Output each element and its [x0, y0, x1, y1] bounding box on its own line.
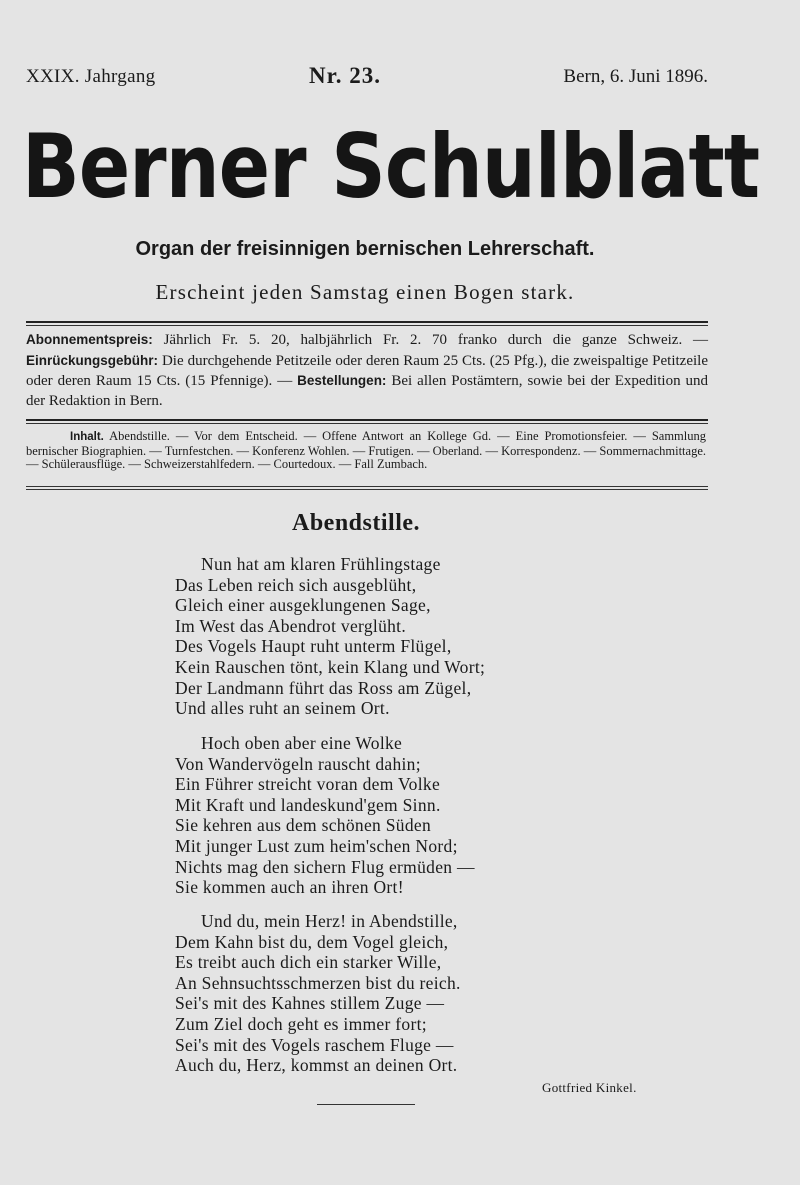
poem-line: Der Landmann führt das Ross am Zügel, [175, 677, 472, 698]
poem-line: Mit junger Lust zum heim'schen Nord; [175, 835, 458, 856]
end-divider [317, 1104, 415, 1105]
divider [26, 423, 708, 424]
poem-title: Abendstille. [292, 510, 421, 536]
poem-line: Sei's mit des Vogels raschem Fluge — [175, 1034, 454, 1055]
poem-line: Nun hat am klaren Frühlingstage [201, 554, 441, 574]
poem-line: Es treibt auch dich ein starker Wille, [175, 952, 442, 973]
orders-label: Bestellungen: [297, 373, 387, 389]
poem-line: Ein Führer streicht voran dem Volke [175, 774, 441, 795]
divider [26, 419, 708, 421]
orders-text: Bei allen Postämtern, sowie bei der Expedition und der Redaktion in Bern. [26, 373, 709, 409]
poem-line: Von Wandervögeln rauscht dahin; [175, 753, 421, 774]
poem-line: Kein Rauschen tönt, kein Klang und Wort; [175, 656, 486, 677]
poem-line: Im West das Abendrot verglüht. [175, 615, 407, 636]
contents-text: Abendstille. — Vor dem Entscheid. — Offene Antwort an Kollege Gd. — Eine Promotionsfeier. — Sammlung bernischer Biographien. — Turnfestchen. — Konferenz Wohlen. — Frutigen. — Oberland. — Korrespondenz. — Sommernachmittage. — Schülerausflüge. — Schweizerstahlfedern. — Courtedoux. — Fall Zumbach. [26, 429, 706, 471]
insertion-fee-label: Einrückungsgebühr: [26, 352, 159, 368]
poem-stanza [175, 554, 555, 719]
poem-line: Nichts mag den sichern Flug ermüden — [175, 856, 475, 877]
divider [26, 486, 708, 487]
masthead-subtitle: Organ der freisinnigen bernischen Lehrerschaft. [135, 238, 595, 260]
divider [26, 321, 708, 323]
poem-line: Hoch oben aber eine Wolke [201, 733, 403, 753]
poem-line: Sie kehren aus dem schönen Süden [175, 815, 432, 836]
contents-label: Inhalt. [70, 431, 104, 443]
poem-line: Zum Ziel doch geht es immer fort; [175, 1013, 427, 1034]
subscription-price-text: Jährlich Fr. 5. 20, halbjährlich Fr. 2. 70 franko durch die ganze Schweiz. — [163, 332, 708, 348]
poem-line: Das Leben reich sich ausgeblüht, [175, 574, 417, 595]
poem-author: Gottfried Kinkel. [542, 1080, 637, 1095]
poem-line: An Sehnsuchtsschmerzen bist du reich. [175, 972, 461, 993]
poem-line: Dem Kahn bist du, dem Vogel gleich, [175, 931, 449, 952]
poem-line: Sei's mit des Kahnes stillem Zuge — [175, 993, 445, 1014]
subscription-info [26, 330, 708, 411]
poem-line: Auch du, Herz, kommst an deinen Ort. [175, 1055, 458, 1076]
issue-header [26, 63, 708, 94]
subscription-price-label: Abonnementspreis: [26, 332, 153, 347]
poem-line: Sie kommen auch an ihren Ort! [175, 877, 404, 898]
poem-line: Und alles ruht an seinem Ort. [175, 698, 390, 719]
place-date: Bern, 6. Juni 1896. [563, 66, 708, 87]
poem-line: Und du, mein Herz! in Abendstille, [201, 911, 458, 931]
divider [26, 325, 708, 326]
volume-label: XXIX. Jahrgang [26, 66, 156, 87]
poem-line: Des Vogels Haupt ruht unterm Flügel, [175, 636, 452, 657]
masthead-tagline: Erscheint jeden Samstag einen Bogen stark. [155, 280, 575, 304]
insertion-fee-text: Die durchgehende Petitzeile oder deren Raum 25 Cts. (25 Pfg.), die zweispaltige Petitzeile oder deren Raum 15 Cts. (15 Pfennige). — [26, 352, 708, 390]
divider [26, 489, 708, 490]
issue-number: Nr. 23. [309, 63, 381, 88]
masthead-title: Berner Schulblatt [22, 115, 760, 218]
poem-line: Gleich einer ausgeklungenen Sage, [175, 595, 431, 616]
table-of-contents [26, 430, 706, 472]
poem-line: Mit Kraft und landeskund'gem Sinn. [175, 794, 441, 815]
poem-stanza [175, 911, 555, 1076]
poem-stanza [175, 733, 555, 898]
